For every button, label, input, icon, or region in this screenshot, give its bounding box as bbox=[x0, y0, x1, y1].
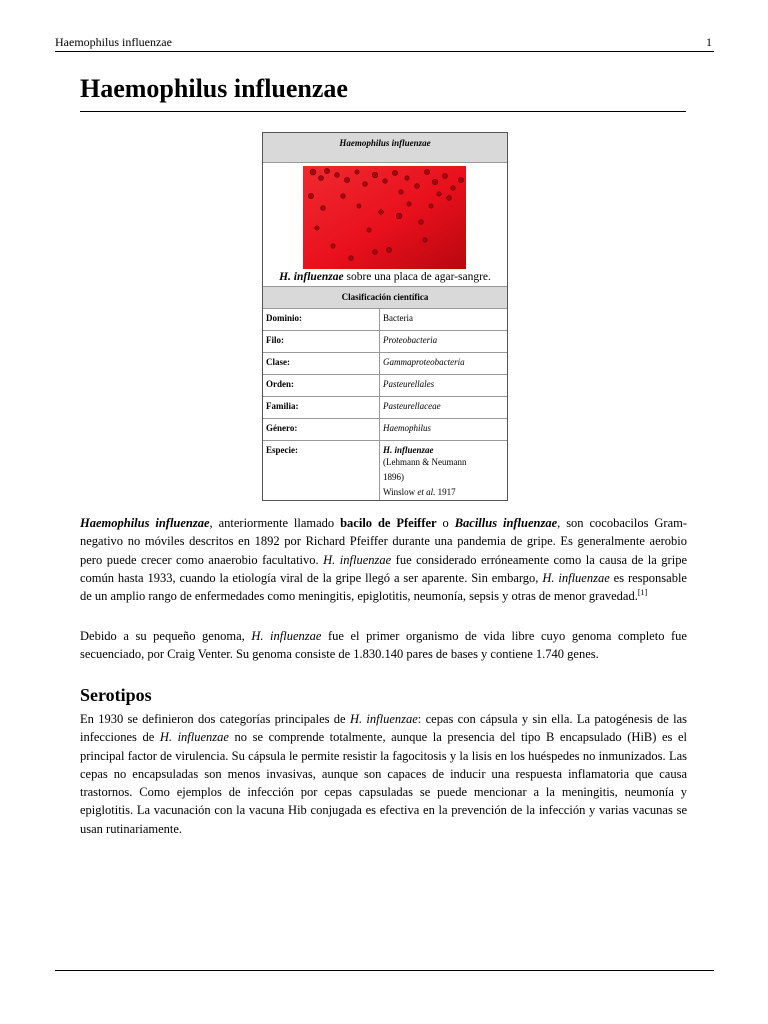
taxo-value: Bacteria bbox=[383, 313, 413, 323]
section-heading-serotipos: Serotipos bbox=[80, 685, 152, 705]
running-header bbox=[55, 35, 714, 52]
taxo-value: Proteobacteria bbox=[380, 331, 508, 353]
taxobox-image-box bbox=[263, 163, 507, 287]
page-title: Haemophilus influenzae bbox=[80, 74, 686, 112]
classification-table bbox=[263, 309, 507, 500]
intro-paragraph-2: Debido a su pequeño genoma, H. influenzae fue el primer organismo de vida libre cuyo genoma completo fue secuenciado, por Craig Venter. Su genoma consiste de 1.830.140 pares de bases y contiene 1.740 genes. bbox=[80, 629, 687, 662]
taxo-label: Especie: bbox=[263, 441, 380, 501]
reference-link[interactable]: [1] bbox=[637, 588, 648, 598]
taxo-row bbox=[263, 419, 507, 441]
taxo-label: Género: bbox=[263, 419, 380, 441]
agar-plate-image bbox=[303, 166, 466, 269]
serotipos-paragraph: En 1930 se definieron dos categorías principales de H. influenzae: cepas con cápsula y sin ella. La patogénesis de las infecciones de H. influenzae no se comprende totalmente, aunque la presencia del tipo B encapsulado (HiB) es el principal factor de virulencia. Su cápsula le permite resistir la fagocitosis y la lisis en los huéspedes no inmunizados. Las cepas no encapsuladas son menos invasivas, aunque son capaces de inducir una respuesta inflamatoria que causa trastornos. Como ejemplos de infección por cepas capsuladas se puede mencionar a la meningitis, neumonía y epiglotitis. La vacunación con la vacuna Hib conjugada es efectiva en la prevención de la infección y varias vacunas se usan rutinariamente. bbox=[80, 712, 687, 836]
taxo-label: Filo: bbox=[263, 331, 380, 353]
taxo-value: Haemophilus bbox=[380, 419, 508, 441]
taxo-row-species bbox=[263, 441, 507, 501]
taxo-row bbox=[263, 397, 507, 419]
taxo-label: Dominio: bbox=[263, 309, 380, 331]
taxobox-caption: Haemophilus influenzae bbox=[263, 133, 507, 163]
classification-heading: Clasificación científica bbox=[263, 287, 507, 309]
species-authority: (Lehmann & Neumann 1896) Winslow et al. 1917 bbox=[383, 457, 467, 497]
taxo-row bbox=[263, 353, 507, 375]
taxo-value: Pasteurellaceae bbox=[380, 397, 508, 419]
footer-rule bbox=[55, 970, 714, 971]
taxo-label: Orden: bbox=[263, 375, 380, 397]
page-number: 1 bbox=[706, 35, 712, 49]
running-header-title: Haemophilus influenzae bbox=[55, 35, 172, 49]
taxo-label: Clase: bbox=[263, 353, 380, 375]
taxo-value: Gammaproteobacteria bbox=[380, 353, 508, 375]
taxo-row bbox=[263, 375, 507, 397]
taxobox bbox=[262, 132, 508, 501]
taxo-label: Familia: bbox=[263, 397, 380, 419]
taxo-row bbox=[263, 309, 507, 331]
taxo-value-species bbox=[380, 441, 508, 501]
taxo-row bbox=[263, 331, 507, 353]
intro-paragraph-1: Haemophilus influenzae, anteriormente llamado bacilo de Pfeiffer o Bacillus influenzae, son cocobacilos Gram-negativo no móviles descritos en 1892 por Richard Pfeiffer durante una pandemia de gripe. Es generalmente aerobio pero puede crecer como anaerobio facultativo. H. influenzae fue considerado erróneamente como la causa de la gripe común hasta 1933, cuando la etiología viral de la gripe llegó a ser aparente. Sin embargo, H. influenzae es responsable de un amplio rango de enfermedades como meningitis, epiglotitis, neumonía, sepsis y otras de menor gravedad.[1] bbox=[80, 516, 688, 604]
image-caption: H. influenzae sobre una placa de agar-sangre. bbox=[279, 271, 491, 283]
taxo-value: Pasteurellales bbox=[380, 375, 508, 397]
species-name: H. influenzae bbox=[383, 445, 434, 455]
